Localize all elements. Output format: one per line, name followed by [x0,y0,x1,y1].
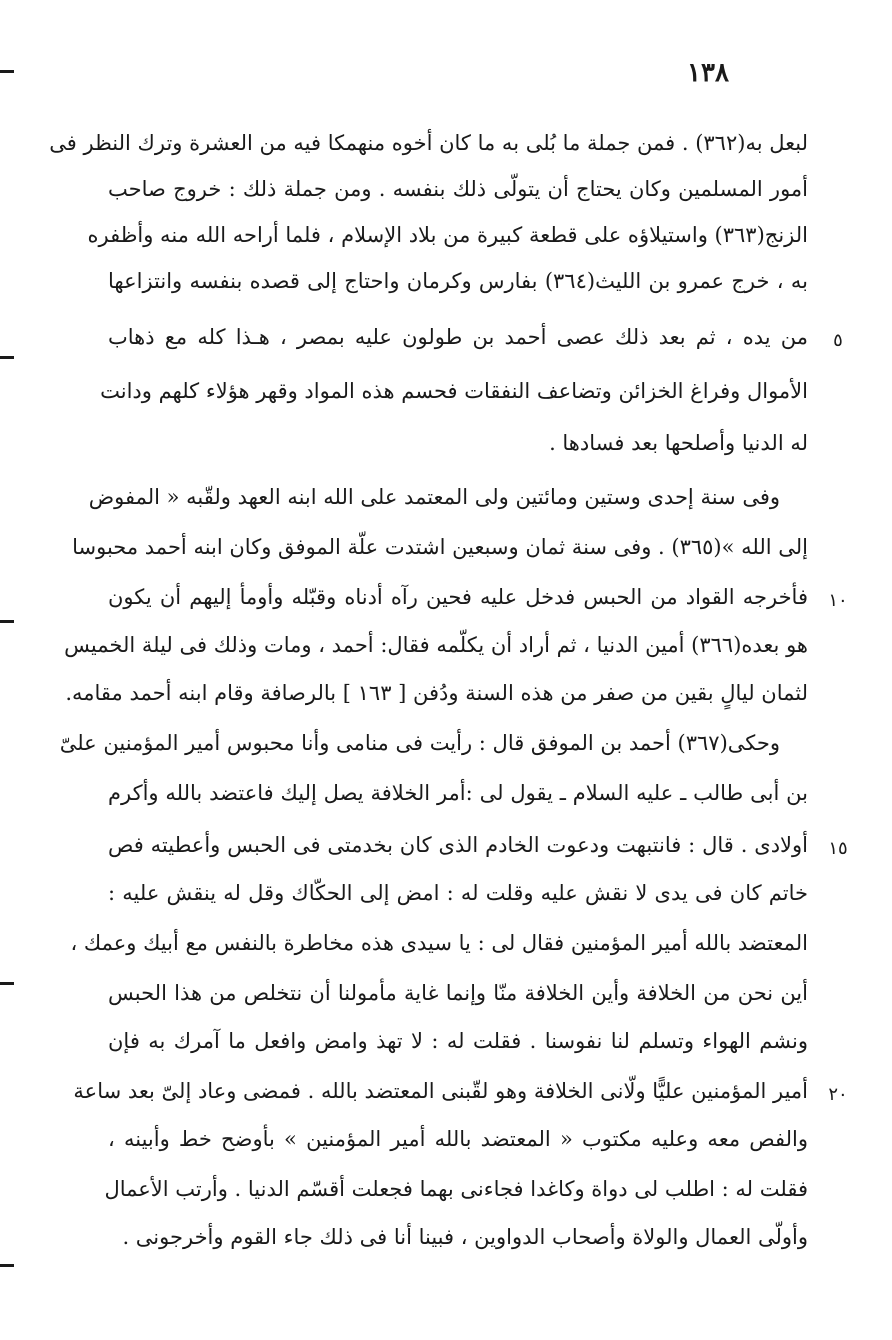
scan-edge-mark [0,620,14,623]
line-number-margin: ٢٠ [828,1084,848,1105]
text-line: المعتضد بالله أمير المؤمنين فقال لى : يا سيدى هذه مخاطرة بالنفس مع أبيك وعمك ، [70,931,808,955]
text-line: أمور المسلمين وكان يحتاج أن يتولّى ذلك بنفسه . ومن جملة ذلك : خروج صاحب [108,177,808,201]
text-line: خاتم كان فى يدى لا نقش عليه وقلت له : امض إلى الحكّاك وقل له ينقش عليه : [108,881,808,905]
text-line: هو بعده(٣٦٦) أمين الدنيا ، ثم أراد أن يكلّمه فقال: أحمد ، ومات وذلك فى ليلة الخميس [64,633,808,657]
text-line: من يده ، ثم بعد ذلك عصى أحمد بن طولون عليه بمصر ، هـذا كله مع ذهاب [108,325,808,349]
text-line: وأولّى العمال والولاة وأصحاب الدواوين ، فبينا أنا فى ذلك جاء القوم وأخرجونى . [122,1225,808,1249]
text-line: أولادى . قال : فانتبهت ودعوت الخادم الذى كان بخدمتى فى الحبس وأعطيته فص [108,833,808,857]
text-line: أين نحن من الخلافة وأين الخلافة منّا وإنما غاية مأمولنا أن نتخلص من هذا الحبس [108,981,808,1005]
text-line: إلى الله »(٣٦٥) . وفى سنة ثمان وسبعين اشتدت علّة الموفق وكان ابنه أحمد محبوسا [72,535,808,559]
line-number-margin: ٥ [833,330,843,351]
text-line: له الدنيا وأصلحها بعد فسادها . [549,431,808,455]
text-line: لثمان ليالٍ بقين من صفر من هذه السنة ودُفن [ ١٦٣ ] بالرصافة وقام ابنه أحمد مقامه. [65,681,808,705]
text-line: ونشم الهواء وتسلم لنا نفوسنا . فقلت له : لا تهذ وامض وافعل ما آمرك به فإن [108,1029,808,1053]
page-number: ١٣٨ [687,58,729,88]
text-line: فقلت له : اطلب لى دواة وكاغدا فجاءنى بهما فجعلت أقسّم الدنيا . وأرتب الأعمال [104,1177,808,1201]
text-line: فأخرجه القواد من الحبس فدخل عليه فحين رآه أدناه وقبّله وأومأ إليهم أن يكون [108,585,808,609]
scan-edge-mark [0,1264,14,1267]
text-line: الزنج(٣٦٣) واستيلاؤه على قطعة كبيرة من بلاد الإسلام ، فلما أراحه الله منه وأظفره [87,223,808,247]
text-line: وحكى(٣٦٧) أحمد بن الموفق قال : رأيت فى منامى وأنا محبوس أمير المؤمنين علىّ [59,731,780,755]
text-line: بن أبى طالب ـ عليه السلام ـ يقول لى :أمر الخلافة يصل إليك فاعتضد بالله وأكرم [108,781,808,805]
text-line: وفى سنة إحدى وستين ومائتين ولى المعتمد على الله ابنه العهد ولقّبه « المفوض [88,485,780,509]
text-line: لبعل به(٣٦٢) . فمن جملة ما بُلى به ما كان أخوه منهمكا فيه من العشرة وترك النظر فى [49,131,808,155]
scan-edge-mark [0,982,14,985]
scan-edge-mark [0,70,14,73]
text-line: والفص معه وعليه مكتوب « المعتضد بالله أمير المؤمنين » بأوضح خط وأبينه ، [108,1127,808,1151]
text-line: به ، خرج عمرو بن الليث(٣٦٤) بفارس وكرمان واحتاج إلى قصده بنفسه وانتزاعها [108,269,808,293]
text-line: أمير المؤمنين عليًّا ولّانى الخلافة وهو لقّبنى المعتضد بالله . فمضى وعاد إلىّ بعد ساعة [73,1079,808,1103]
line-number-margin: ١٥ [828,838,848,859]
line-number-margin: ١٠ [828,590,848,611]
scan-edge-mark [0,356,14,359]
text-line: الأموال وفراغ الخزائن وتضاعف النفقات فحسم هذه المواد وقهر هؤلاء كلهم ودانت [100,379,808,403]
